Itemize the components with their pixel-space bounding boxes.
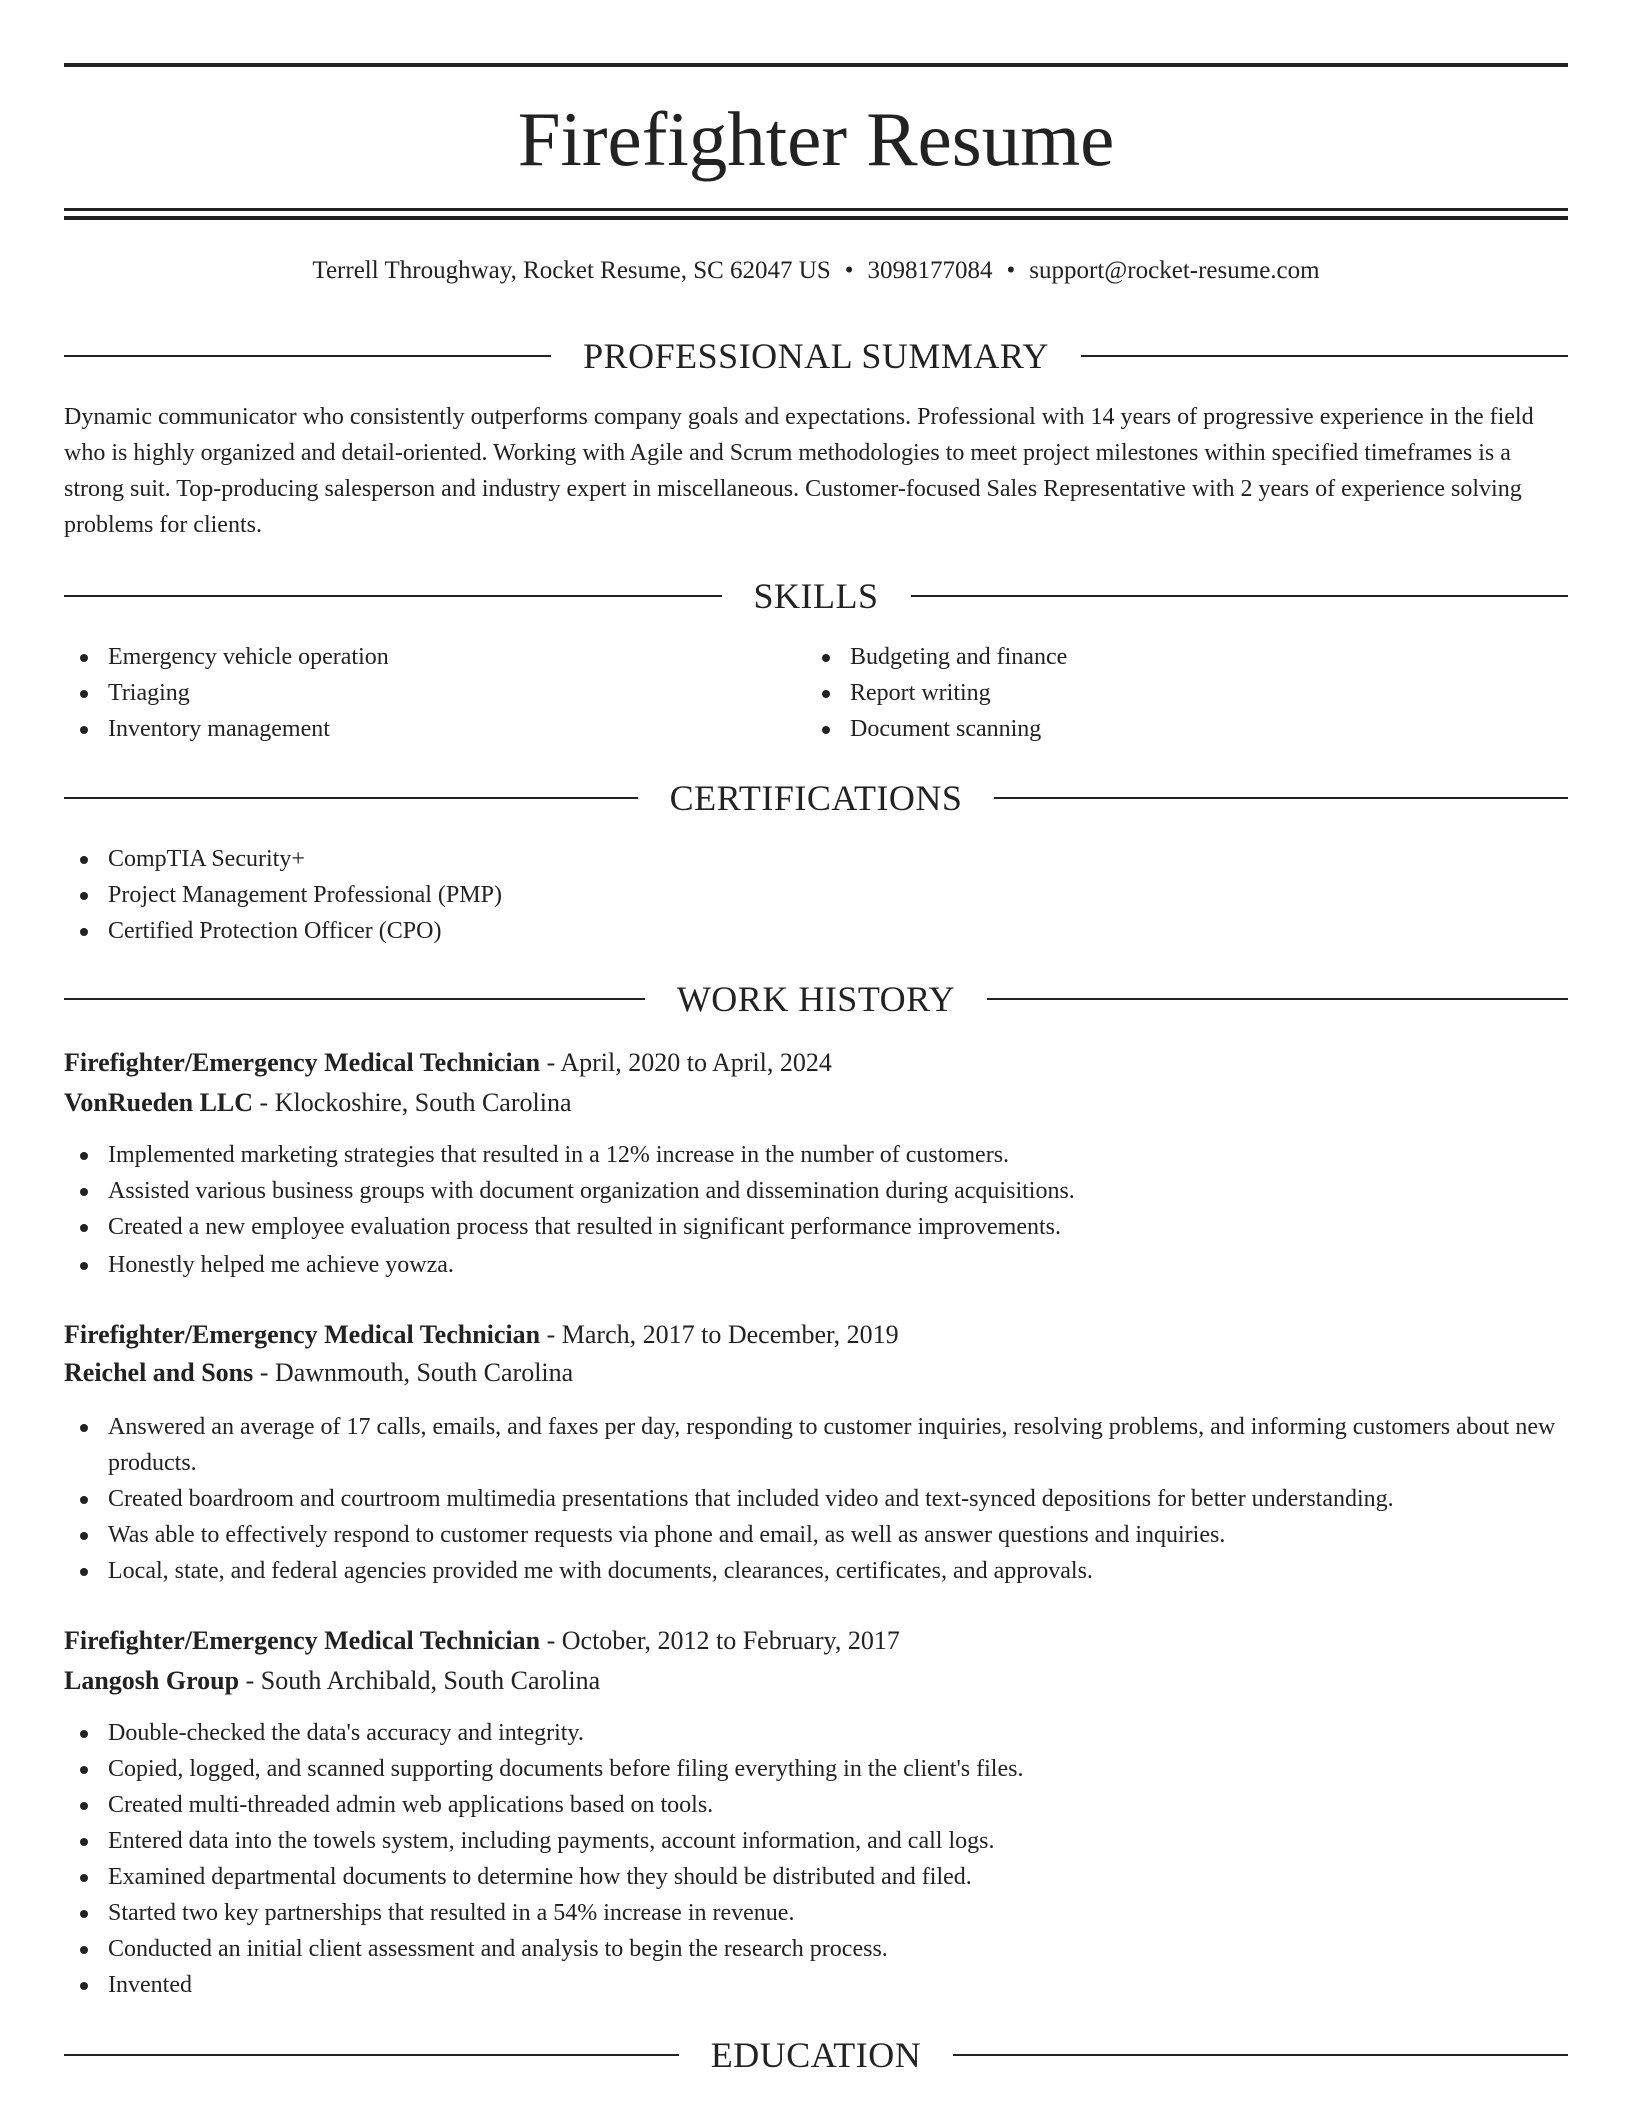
job-bullet: Started two key partnerships that resulted in a 54% increase in revenue. bbox=[64, 1895, 1568, 1931]
section-header-education bbox=[64, 2033, 1568, 2077]
job-bullet: Created boardroom and courtroom multimedia presentations that included video and text-synced depositions for better understanding. bbox=[64, 1481, 1568, 1517]
job-bullet: Honestly helped me achieve yowza. bbox=[64, 1247, 1568, 1283]
contact-email: support@rocket-resume.com bbox=[1029, 257, 1320, 284]
job-bullet: Was able to effectively respond to customer requests via phone and email, as well as answer questions and inquiries. bbox=[64, 1517, 1568, 1553]
job-bullet: Assisted various business groups with document organization and dissemination during acquisitions. bbox=[64, 1173, 1568, 1209]
job-bullets bbox=[64, 1137, 1568, 1283]
section-rule bbox=[987, 998, 1568, 1000]
section-rule bbox=[911, 595, 1569, 597]
section-rule bbox=[953, 2054, 1568, 2056]
job-bullet: Created multi-threaded admin web applications based on tools. bbox=[64, 1787, 1568, 1823]
job-dates: - March, 2017 to December, 2019 bbox=[540, 1320, 899, 1349]
job-bullets bbox=[64, 1409, 1568, 1589]
job-title: Firefighter/Emergency Medical Technician bbox=[64, 1320, 541, 1349]
section-header-summary bbox=[64, 334, 1568, 378]
job-dates: - April, 2020 to April, 2024 bbox=[540, 1048, 832, 1077]
job-bullet: Implemented marketing strategies that resulted in a 12% increase in the number of customers. bbox=[64, 1137, 1568, 1173]
section-header-certifications bbox=[64, 776, 1568, 820]
section-rule bbox=[64, 2054, 679, 2056]
section-title: WORK HISTORY bbox=[676, 979, 956, 1019]
certification-item: Project Management Professional (PMP) bbox=[64, 877, 1464, 913]
job-company: Reichel and Sons bbox=[64, 1358, 254, 1387]
skills-list-right bbox=[806, 639, 1506, 747]
job-bullet: Conducted an initial client assessment and analysis to begin the research process. bbox=[64, 1931, 1568, 1967]
section-title: CERTIFICATIONS bbox=[669, 778, 963, 818]
job-bullet: Double-checked the data's accuracy and integrity. bbox=[64, 1715, 1568, 1751]
contact-line bbox=[64, 255, 1568, 287]
job-bullet: Answered an average of 17 calls, emails, and faxes per day, responding to customer inquiries, resolving problems, and informing customers about new products. bbox=[64, 1409, 1568, 1481]
job-title-line bbox=[64, 1045, 1568, 1081]
job-location: - Klockoshire, South Carolina bbox=[253, 1088, 572, 1117]
section-rule bbox=[994, 797, 1568, 799]
job-bullet: Local, state, and federal agencies provided me with documents, clearances, certificates, and approvals. bbox=[64, 1553, 1568, 1589]
job-location: - Dawnmouth, South Carolina bbox=[253, 1358, 574, 1387]
job-bullet: Examined departmental documents to determine how they should be distributed and filed. bbox=[64, 1859, 1568, 1895]
skill-item: Emergency vehicle operation bbox=[64, 639, 764, 675]
contact-separator: • bbox=[1006, 257, 1016, 284]
section-rule bbox=[64, 355, 551, 357]
section-title: EDUCATION bbox=[710, 2035, 922, 2075]
section-header-skills bbox=[64, 574, 1568, 618]
resume-title: Firefighter Resume bbox=[517, 96, 1115, 182]
section-rule bbox=[64, 998, 645, 1000]
section-rule bbox=[64, 595, 722, 597]
section-header-work-history bbox=[64, 977, 1568, 1021]
section-rule bbox=[64, 797, 638, 799]
contact-phone: 3098177084 bbox=[867, 257, 993, 284]
contact-address: Terrell Throughway, Rocket Resume, SC 62047 US bbox=[312, 257, 831, 284]
job-title: Firefighter/Emergency Medical Technician bbox=[64, 1626, 541, 1655]
job-dates: - October, 2012 to February, 2017 bbox=[540, 1626, 900, 1655]
skill-item: Triaging bbox=[64, 675, 764, 711]
job-bullet: Entered data into the towels system, including payments, account information, and call logs. bbox=[64, 1823, 1568, 1859]
top-rule bbox=[64, 63, 1568, 67]
section-rule bbox=[1081, 355, 1568, 357]
skill-item: Report writing bbox=[806, 675, 1506, 711]
skill-item: Inventory management bbox=[64, 711, 764, 747]
job-title-line bbox=[64, 1317, 1568, 1353]
job-company-line bbox=[64, 1663, 1568, 1699]
job-bullet: Invented bbox=[64, 1967, 1568, 2003]
title-rule-upper bbox=[64, 208, 1568, 211]
skill-item: Budgeting and finance bbox=[806, 639, 1506, 675]
skill-item: Document scanning bbox=[806, 711, 1506, 747]
job-bullets bbox=[64, 1715, 1568, 2003]
job-bullet: Copied, logged, and scanned supporting documents before filing everything in the client's files. bbox=[64, 1751, 1568, 1787]
job-title: Firefighter/Emergency Medical Technician bbox=[64, 1048, 541, 1077]
certification-item: CompTIA Security+ bbox=[64, 841, 1464, 877]
skills-list-left bbox=[64, 639, 764, 747]
certification-item: Certified Protection Officer (CPO) bbox=[64, 913, 1464, 949]
job-location: - South Archibald, South Carolina bbox=[239, 1666, 601, 1695]
job-company-line bbox=[64, 1355, 1568, 1391]
job-title-line bbox=[64, 1623, 1568, 1659]
job-company-line bbox=[64, 1085, 1568, 1121]
job-company: VonRueden LLC bbox=[64, 1088, 254, 1117]
job-company: Langosh Group bbox=[64, 1666, 240, 1695]
title-rule-lower bbox=[64, 216, 1568, 220]
summary-paragraph: Dynamic communicator who consistently outperforms company goals and expectations. Professional with 14 years of progressive experience in the field who is highly organized and detail-oriented. Working with Agile and Scrum methodologies to meet project milestones within specified timeframes is a strong suit. Top-producing salesperson and industry expert in miscellaneous. Customer-focused Sales Representative with 2 years of experience solving problems for clients. bbox=[64, 404, 1534, 538]
section-title: PROFESSIONAL SUMMARY bbox=[583, 336, 1049, 376]
job-bullet: Created a new employee evaluation process that resulted in significant performance improvements. bbox=[64, 1209, 1568, 1245]
contact-separator: • bbox=[844, 257, 854, 284]
section-title: SKILLS bbox=[753, 576, 879, 616]
certifications-list bbox=[64, 841, 1464, 949]
